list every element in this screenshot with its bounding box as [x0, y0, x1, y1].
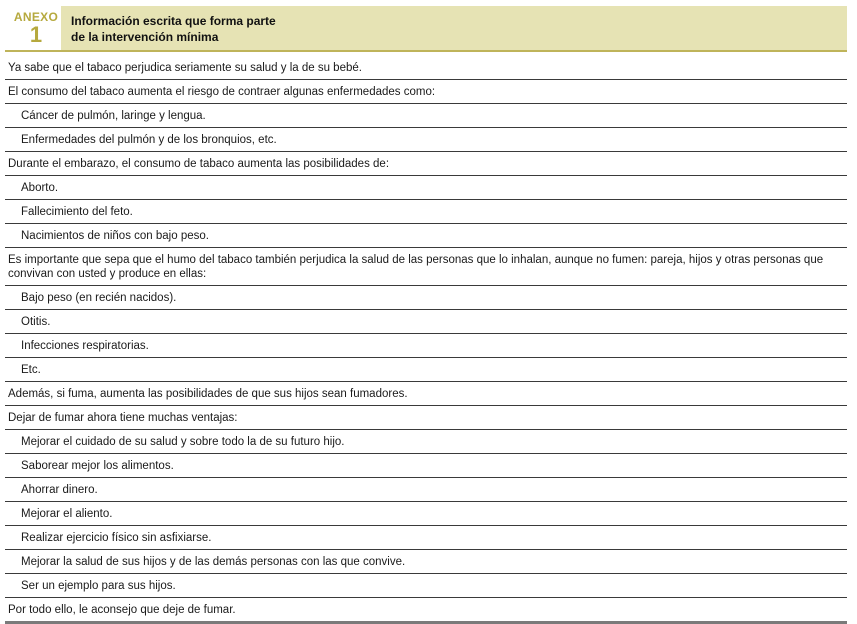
annex-header: [5, 6, 847, 52]
row-text: Bajo peso (en recién nacidos).: [21, 292, 177, 304]
annex-label: [5, 6, 61, 52]
list-item: [5, 526, 847, 550]
row-text: Ya sabe que el tabaco perjudica seriamente su salud y la de su bebé.: [8, 62, 362, 74]
statement-row: [5, 406, 847, 430]
row-text: Aborto.: [21, 182, 59, 194]
row-text: Fallecimiento del feto.: [21, 206, 133, 218]
row-text: Es importante que sepa que el humo del tabaco también perjudica la salud de las personas que lo inhalan, aunque no fumen: pareja, hijos y otras personas que convivan con usted y produce en ellas:: [8, 254, 824, 280]
statement-row: [5, 248, 847, 286]
annex-number: 1: [29, 22, 43, 47]
list-item: [5, 574, 847, 598]
row-text: Nacimientos de niños con bajo peso.: [21, 230, 209, 242]
list-item: [5, 224, 847, 248]
list-item: [5, 200, 847, 224]
statement-row: [5, 382, 847, 406]
list-item: [5, 550, 847, 574]
info-table: [5, 56, 847, 624]
row-text: Enfermedades del pulmón y de los bronquios, etc.: [21, 134, 277, 146]
header-rule: [5, 50, 61, 52]
row-text: Ser un ejemplo para sus hijos.: [21, 580, 176, 592]
list-item: [5, 478, 847, 502]
row-text: Mejorar el aliento.: [21, 508, 113, 520]
list-item: [5, 176, 847, 200]
annex-word: ANEXO: [13, 10, 59, 24]
list-item: [5, 128, 847, 152]
row-text: El consumo del tabaco aumenta el riesgo de contraer algunas enfermedades como:: [8, 86, 436, 98]
list-item: [5, 430, 847, 454]
row-text: Cáncer de pulmón, laringe y lengua.: [21, 110, 206, 122]
statement-row: [5, 152, 847, 176]
statement-row: [5, 598, 847, 624]
list-item: [5, 334, 847, 358]
title-line-2: de la intervención mínima: [71, 30, 219, 44]
row-text: Infecciones respiratorias.: [21, 340, 149, 352]
row-text: Durante el embarazo, el consumo de tabaco aumenta las posibilidades de:: [8, 158, 390, 170]
row-text: Por todo ello, le aconsejo que deje de fumar.: [8, 604, 236, 616]
list-item: [5, 502, 847, 526]
title-line-1: Información escrita que forma parte: [71, 14, 276, 28]
row-text: Saborear mejor los alimentos.: [21, 460, 174, 472]
row-text: Otitis.: [21, 316, 51, 328]
row-text: Dejar de fumar ahora tiene muchas ventajas:: [8, 412, 238, 424]
statement-row: [5, 56, 847, 80]
list-item: [5, 310, 847, 334]
list-item: [5, 454, 847, 478]
row-text: Además, si fuma, aumenta las posibilidades de que sus hijos sean fumadores.: [8, 388, 408, 400]
list-item: [5, 358, 847, 382]
row-text: Mejorar la salud de sus hijos y de las demás personas con las que convive.: [21, 556, 406, 568]
row-text: Ahorrar dinero.: [21, 484, 98, 496]
row-text: Mejorar el cuidado de su salud y sobre todo la de su futuro hijo.: [21, 436, 345, 448]
statement-row: [5, 80, 847, 104]
title-box: [61, 6, 847, 52]
list-item: [5, 286, 847, 310]
list-item: [5, 104, 847, 128]
row-text: Etc.: [21, 364, 41, 376]
row-text: Realizar ejercicio físico sin asfixiarse.: [21, 532, 212, 544]
